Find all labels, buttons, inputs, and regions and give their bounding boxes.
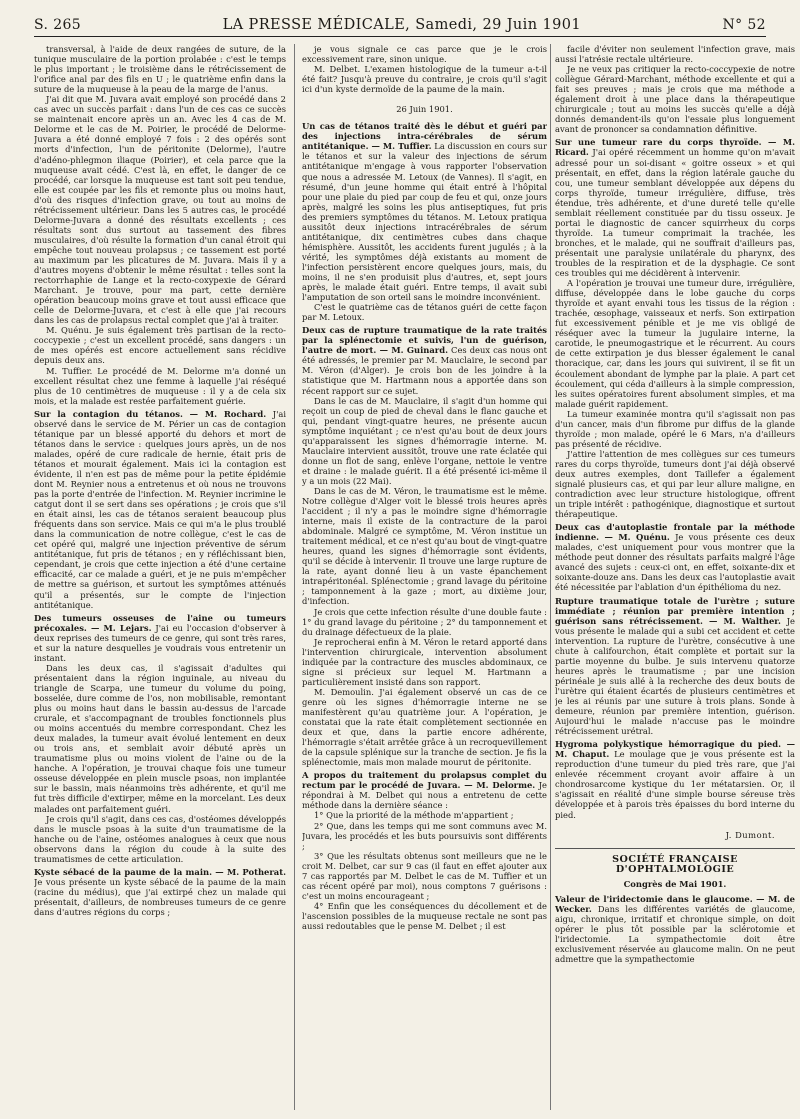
column-divider xyxy=(294,44,295,1110)
list-item: 4° Enfin que les conséquences du décollement et de l'ascension possibles de la muqueuse rectale ne sont pas aussi redoutables que le pense M. Delbet ; il est xyxy=(302,900,547,931)
paragraph: Dans le cas de M. Véron, le traumatisme est le même. Notre collègue d'Alger voit le blessé trois heures après l'accident ; il n'y a pas le moindre signe d'hémorragie interne, mais il existe de la contracture de la paroi abdominale. Malgré ce symptôme, M. Véron institue un traitement médical, et ce n'est qu'au bout de vingt-quatre heures, quand les signes d'hémorragie sont évidents, qu'il se décide à intervenir. Il trouve une large rupture de la rate, ayant donné lieu à un vaste épanchement intrapéritonéal. Splénectomie ; grand lavage du péritoine ; tamponnement à la gaze ; mort, au dixième jour, d'infection. xyxy=(302,485,547,607)
section-heading: Valeur de l'iridectomie dans le glaucome. — M. de Wecker. xyxy=(555,893,795,914)
section-heading: Sur une tumeur rare du corps thyroïde. — M. Ricard. xyxy=(555,137,795,158)
paragraph: Dans les deux cas, il s'agissait d'adultes qui présentaient dans la région inguinale, au niveau du triangle de Scarpa, une tumeur du volume du poing, bosselée, dure comme de l'os, non mobilisable, remontant plus ou moins haut dans le bassin au-dessus de l'arcade crurale, et s'accompagnant de troubles fonctionnels plus ou moins accentués du membre correspondant. Chez les deux malades, la tumeur avait évolué lentement en deux ou trois ans, et semblait avoir débuté après un traumatisme plus ou moins violent de l'aine ou de la hanche. A l'opération, je trouvai chaque fois une tumeur osseuse développée en plein muscle psoas, non implantée sur le bassin, mais néanmoins très adhérente, et qu'il me fut très difficile d'extirper, même en la morcelant. Les deux malades ont parfaitement guéri. xyxy=(34,662,286,814)
section-heading: A propos du traitement du prolapsus complet du rectum par le procédé de Juvara. — M. Delorme. xyxy=(302,770,547,791)
section-heading: Rupture traumatique totale de l'urètre ; suture immédiate ; réunion par première intention ; guérison sans rétrécissement. — M. Walther. xyxy=(555,595,795,626)
section-text: Dans les différentes variétés de glaucome, aigu, chronique, irritatif et chronique simple, on doit opérer le plus tôt possible par la sclérotomie et l'iridectomie. La sympathectomie doit être exclusivement réservée au glaucome malin. On ne peut admettre que la sympathectomie xyxy=(555,903,795,965)
section-text: J'ai opéré récemment un homme qu'on m'avait adressé pour un soi-disant « goitre osseux » et qui présentait, en effet, dans la région latérale gauche du cou, une tumeur semblant développée aux dépens du corps thyroïde, tumeur irrégulière, diffuse, très étendue, très adhérente, et d'une dureté telle qu'elle semblait réellement constituée par du tissu osseux. Je portai le diagnostic de cancer squirrheux du corps thyroïde. La tumeur comprimait la trachée, les bronches, et le malade, qui ne souffrait d'ailleurs pas, présentait une paralysie unilatérale du pharynx, des troubles de la respiration et de la dysphagie. Ce sont ces troubles qui me décidèrent à intervenir. xyxy=(555,147,795,279)
paragraph: La tumeur examinée montra qu'il s'agissait non pas d'un cancer, mais d'un fibrome pur diffus de la glande thyroïde ; mon malade, opéré le 6 Mars, n'a d'ailleurs pas présenté de récidive. xyxy=(555,408,795,449)
paragraph: A l'opération je trouvai une tumeur dure, irrégulière, diffuse, développée dans le lobe gauche du corps thyroïde et ayant envahi tous les tissus de la région : trachée, œsophage, vaisseaux et nerfs. Son extirpation fut excessivement pénible et je me vis obligé de réséquer avec la tumeur la jugulaire interne, la carotide, le pneumogastrique et le récurrent. Au cours de cette extirpation je dus blesser également le canal thoracique, car, dans les jours qui suivirent, il se fit un écoulement abondant de lymphe par la plaie. A part cet écoulement, qui céda d'ailleurs à la simple compression, les suites opératoires furent absolument simples, et ma malade guérit rapidement. xyxy=(555,278,795,409)
paragraph: Je reprocherai enfin à M. Véron le retard apporté dans l'intervention chirurgicale, intervention absolument indiquée par la contracture des muscles abdominaux, ce signe si précieux sur lequel M. Hartmann a particulièrement insisté dans son rapport. xyxy=(302,636,547,687)
section-heading: Des tumeurs osseuses de l'aine ou tumeurs précoxales. — M. Lejars. xyxy=(34,612,286,633)
column-3 xyxy=(555,44,795,1114)
paragraph: M. Quénu. Je suis également très partisan de la recto-coccypexie ; c'est un excellent procédé, sans dangers : un de mes opérés est encore actuellement sans récidive depuis deux ans. xyxy=(34,325,286,366)
paragraph: facile d'éviter non seulement l'infection grave, mais aussi l'atrésie rectale ultérieure. xyxy=(555,44,795,65)
session-date: 26 Juin 1901. xyxy=(396,104,453,115)
section-text: Ces deux cas nous ont été adressés, le premier par M. Mauclaire, le second par M. Véron (d'Alger). Je crois bon de les joindre à la statistique que M. Hartmann nous a apportée dans son récent rapport sur ce sujet. xyxy=(302,345,547,396)
list-item: 1° Que la priorité de la méthode m'appartient ; xyxy=(314,810,514,821)
congress-title: Congrès de Mai 1901. xyxy=(623,878,727,889)
paragraph: je vous signale ce cas parce que je le crois excessivement rare, sinon unique. xyxy=(302,44,547,65)
section-text: J'ai observé dans le service de M. Périer un cas de contagion tétanique par un blessé apporté du dehors et mort de tétanos dans le service : quelques jours après, un de nos malades, opéré de cure radicale de hernie, était pris de tétanos et mourait également. Mais ici la contagion est évidente, il n'en est pas de même pour la petite épidémie dont M. Reynier nous a entretenus et où nous ne trouvons pas la porte d'entrée de l'infection. M. Reynier incrimine le catgut dont il se sert dans ses opérations ; je crois que s'il en était ainsi, les cas de tétanos seraient beaucoup plus fréquents dans son service. Mais ce qui m'a le plus troublé dans la communication de notre collègue, c'est le cas de cet opéré qui, malgré une injection préventive de sérum antitétanique, fut pris de tétanos ; en y réfléchissant bien, cependant, je crois que cette injection a été d'une certaine efficacité, car ce malade a guéri, et je ne puis m'empêcher de mettre sa guérison, et surtout les symptômes atténués qu'il a présentés, sur le compte de l'injection antitétanique. xyxy=(34,408,286,610)
society-title: SOCIÉTÉ FRANÇAISE D'OPHTALMOLOGIE xyxy=(612,853,738,875)
section-text: Je vous présente un kyste sébacé de la paume de la main (racine du médius), que j'ai extirpé chez un malade qui présentait, d'ailleurs, de nombreuses tumeurs de ce genre dans d'autres régions du corps ; xyxy=(34,876,286,917)
column-divider xyxy=(550,44,551,1110)
paragraph: M. Tuffier. Le procédé de M. Delorme m'a donné un excellent résultat chez une femme à laquelle j'ai réséqué plus de 10 centimètres de muqueuse : il y a de cela six mois, et la malade est restée parfaitement guérie. xyxy=(34,365,286,406)
section-divider xyxy=(555,848,795,849)
paragraph: Dans le cas de M. Mauclaire, il s'agit d'un homme qui reçoit un coup de pied de cheval dans le flanc gauche et qui, pendant vingt-quatre heures, ne présente aucun symptôme inquiétant ; ce n'est qu'au bout de deux jours qu'apparaissent les signes d'hémorragie interne. M. Mauclaire intervient aussitôt, trouve une rate éclatée qui donne un flot de sang, enlève l'organe, nettoie le ventre et draine : le malade guérit. Il a été présenté ici-même il y a un mois (22 Mai). xyxy=(302,395,547,486)
journal-title: LA PRESSE MÉDICALE, Samedi, 29 Juin 1901 xyxy=(222,17,581,33)
section-heading: Kyste sébacé de la paume de la main. — M. Potherat. xyxy=(34,866,286,877)
column-2 xyxy=(302,44,547,1114)
list-item: 2° Que, dans les temps qui me sont communs avec M. Juvara, les procédés et les buts poursuivis sont différents ; xyxy=(302,820,547,851)
page-number: S. 265 xyxy=(34,17,82,33)
section-text: Je vous présente ces deux malades, c'est uniquement pour vous montrer que la méthode peut donner des résultats parfaits malgré l'âge avancé des sujets : ceux-ci ont, en effet, soixante-dix et soixante-douze ans. Dans les deux cas l'autoplastie avait été nécessitée par l'ablation d'un épithélioma du nez. xyxy=(555,532,795,593)
author-signature: J. Dumont. xyxy=(725,829,775,840)
paragraph: M. Demoulin. J'ai également observé un cas de ce genre où les signes d'hémorragie interne ne se manifestèrent qu'au quatrième jour. A l'opération, je constatai que la rate était complètement sectionnée en deux et que, dans la partie encore adhérente, l'hémorragie s'était arrêtée grâce à un recroquevillement de la capsule splénique sur la tranche de section. Je fis la splénectomie, mais mon malade mourut de péritonite. xyxy=(302,686,547,768)
paragraph: C'est le quatrième cas de tétanos guéri de cette façon par M. Letoux. xyxy=(302,302,547,323)
paragraph: M. Delbet. L'examen histologique de la tumeur a-t-il été fait? Jusqu'à preuve du contraire, je crois qu'il s'agit ici d'un kyste dermoïde de la paume de la main. xyxy=(302,64,547,95)
list-item: 3° Que les résultats obtenus sont meilleurs que ne le croit M. Delbet, car sur 9 cas (il faut en effet ajouter aux 7 cas rapportés par M. Delbet le cas de M. Tuffier et un cas récent opéré par moi), nous comptons 7 guérisons : c'est un moins encourageant ; xyxy=(302,850,547,901)
issue-number: N° 52 xyxy=(722,17,766,33)
paragraph: Je ne veux pas critiquer la recto-coccypexie de notre collègue Gérard-Marchant, méthode excellente et qui a fait ses preuves ; mais je crois que ma méthode a également droit à une place dans la thérapeutique chirurgicale ; tout au moins les succès qu'elle a déjà donnés demandent-ils qu'on l'essaie plus longuement avant de prononcer sa condamnation définitive. xyxy=(555,64,795,135)
column-1 xyxy=(34,44,286,1114)
section-heading: Deux cas de rupture traumatique de la rate traités par la splénectomie et suivis, l'un de guérison, l'autre de mort. — M. Guinard. xyxy=(302,325,547,356)
paragraph: Je crois que cette infection résulte d'une double faute : 1° du grand lavage du péritoine ; 2° du tamponnement et du drainage défectueux de la plaie. xyxy=(302,606,547,637)
section-text: J'ai eu l'occasion d'observer à deux reprises des tumeurs de ce genre, qui sont très rares, et sur la nature desquelles je voudrais vous entretenir un instant. xyxy=(34,622,286,663)
paragraph: J'attire l'attention de mes collègues sur ces tumeurs rares du corps thyroïde, tumeurs dont j'ai déjà observé deux autres exemples, dont Taillefer a également signalé plusieurs cas, et qui par leur allure maligne, en contradiction avec leur structure histologique, offrent un triple intérêt : pathogénique, diagnostique et surtout thérapeutique. xyxy=(555,448,795,520)
section-heading: Deux cas d'autoplastie frontale par la méthode indienne. — M. Quénu. xyxy=(555,522,795,543)
section-heading: Hygroma polykystique hémorragique du pied. — M. Chaput. xyxy=(555,739,795,760)
page-header xyxy=(34,14,766,37)
section-text: La discussion en cours sur le tétanos et sur la valeur des injections de sérum antitétanique m'engage à vous rapporter l'observation que nous a adressée M. Letoux (de Vannes). Il s'agit, en résumé, d'un jeune homme qui était entré à l'hôpital pour une plaie du pied par coup de feu et qui, onze jours après, malgré les soins les plus antiseptiques, fut pris des premiers symptômes du tétanos. M. Letoux pratiqua aussitôt deux injections intracérébrales de sérum antitétanique, dix centimètres cubes dans chaque hémisphère. Aussitôt, les accidents furent jugulés ; à la vérité, les symptômes déjà existants au moment de l'infection persistèrent encore quelques jours, mais, du moins, il ne s'en produisit plus d'autres, et, sept jours après, le malade était guéri. Entre temps, il avait subi l'amputation de son orteil sans le moindre inconvénient. xyxy=(302,141,547,303)
section-text: Je vous présente le malade qui a subi cet accident et cette intervention. La rupture de l'urètre, consécutive à une chute à califourchon, était complète et portait sur la partie moyenne du bulbe. Je suis intervenu quatorze heures après le traumatisme ; par une incision périnéale je suis allé à la recherche des deux bouts de l'urètre qui étaient écartés de plusieurs centimètres et je les ai réunis par une suture à trois plans. Sonde à demeure, réunion par première intention, guérison. Aujourd'hui le malade n'accuse pas le moindre rétrécissement urétral. xyxy=(555,615,795,737)
paragraph: transversal, à l'aide de deux rangées de suture, de la tunique musculaire de la portion prolabée : c'est le temps le plus important ; le troisième dans le rétrécissement de l'orifice anal par des fils en U ; le quatrième enfin dans la suture de la muqueuse à la peau de la marge de l'anus. xyxy=(34,44,286,95)
paragraph: J'ai dit que M. Juvara avait employé son procédé dans 2 cas avec un succès parfait : dans l'un de ces cas ce succès se maintenait encore après un an. Avec les 4 cas de M. Delorme et le cas de M. Poirier, le procédé de Delorme-Juvara a été donné employé 7 fois : 2 des opérés sont morts d'infection, l'un de péritonite (Delorme), l'autre d'adéno-phlegmon iliaque (Poirier), et cela parce que la muqueuse avait cédé. C'est là, en effet, le danger de ce procédé, car lorsque la muqueuse est tant soit peu tendue, elle est coupée par les fils et remonte plus ou moins haut, d'où des risques d'infection grave, ou tout au moins de rétrécissement ultérieur. Dans les 5 autres cas, le procédé Delorme-Juvara a donné des résultats excellents ; ces résultats sont dus surtout au tassement des fibres musculaires, d'où résulte la formation d'un canal étroit qui empêche tout nouveau prolapsus ; ce tassement est porté au maximum par les plicatures de M. Juvara. Mais il y a d'autres moyens d'obtenir le même résultat : telles sont la rectorrhaphie de Lange et la recto-coxypexie de Gérard Marchant. Je trouve, pour ma part, cette dernière opération beaucoup moins grave et tout aussi efficace que celle de Delorme-Juvara, et c'est à elle que j'ai recours dans les cas de prolapsus rectal complet que j'ai à traiter. xyxy=(34,94,286,326)
section-heading: Un cas de tétanos traité dès le début et guéri par des injections intra-cérébrales de sérum antitétanique. — M. Tuffier. xyxy=(302,121,547,152)
section-text: Le moulage que je vous présente est la reproduction d'une tumeur du pied très rare, que j'ai enlevée récemment croyant avoir affaire à un chondrosarcome kystique du 1er métatarsien. Or, il s'agissait en réalité d'une simple bourse séreuse très développée et à parois très épaisses du bord interne du pied. xyxy=(555,749,795,820)
section-heading: Sur la contagion du tétanos. — M. Rochard. xyxy=(34,408,267,419)
section-text: Je répondrai à M. Delbet qui nous a entretenu de cette méthode dans la dernière séance : xyxy=(302,780,547,811)
paragraph: Je crois qu'il s'agit, dans ces cas, d'ostéomes développés dans le muscle psoas à la suite d'un traumatisme de la hanche ou de l'aine, ostéomes analogues à ceux que nous observons dans la région du coude à la suite des traumatismes de cette articulation. xyxy=(34,813,286,864)
